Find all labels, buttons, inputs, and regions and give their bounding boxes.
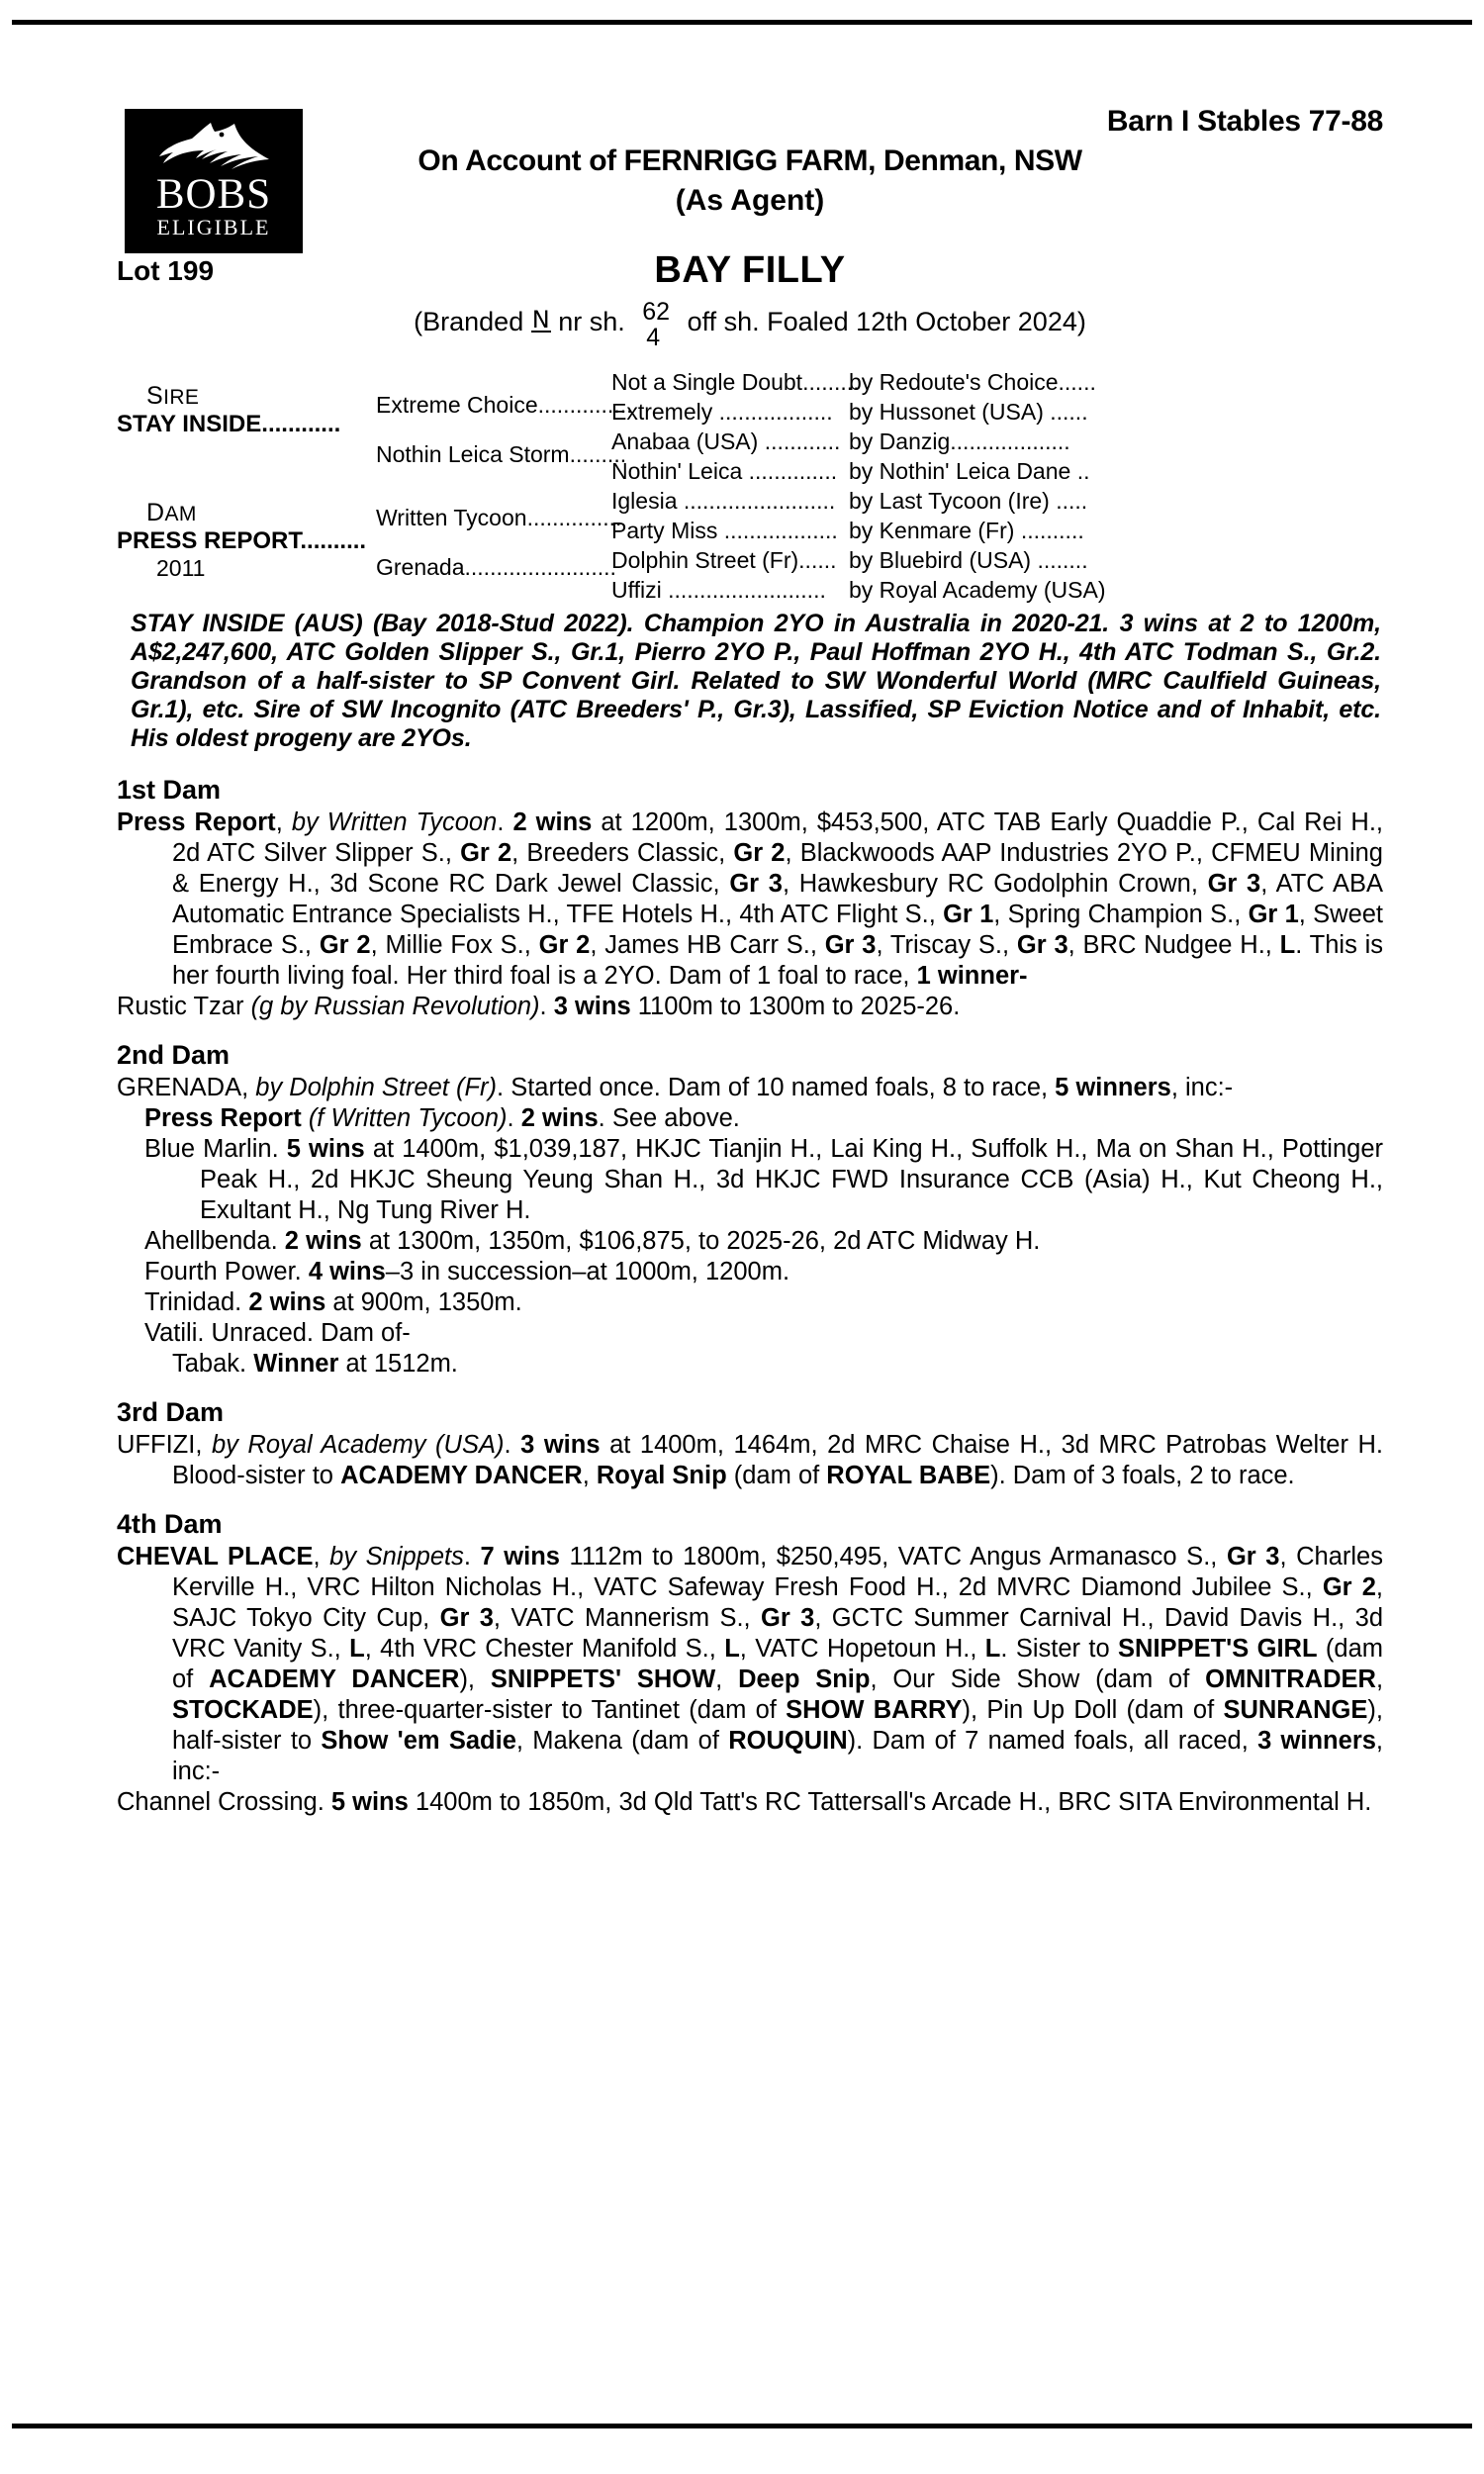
pedigree-entry: [117, 992, 1383, 1022]
pedigree-gen4-row: [849, 518, 1146, 544]
text-run: , Breeders Classic,: [511, 839, 734, 867]
pedigree-entry: [117, 1226, 1383, 1257]
pedigree-gen4-dots: .....: [1056, 488, 1088, 514]
emphasis-bold: 5 wins: [286, 1135, 365, 1163]
emphasis-bold: Gr 3: [1207, 870, 1261, 898]
emphasis-bold: ROUQUIN: [728, 1727, 848, 1755]
dam-name: [117, 527, 366, 555]
pedigree-gen3-row: [611, 428, 847, 455]
pedigree-gen2-dots: .........: [569, 441, 627, 467]
text-run: , BRC Nudgee H.,: [1067, 931, 1280, 959]
pedigree-gen3-name: Nothin' Leica: [611, 458, 743, 484]
branding-line: [117, 298, 1383, 349]
emphasis-bold: OMNITRADER: [1205, 1665, 1376, 1693]
page-content: [117, 95, 1383, 1818]
pedigree-gen3-name: Not a Single Doubt: [611, 369, 803, 395]
emphasis-bold: SHOW BARRY: [786, 1696, 963, 1724]
emphasis-bold: Gr 2: [538, 931, 591, 959]
emphasis-bold: Royal Snip: [596, 1462, 727, 1489]
emphasis-bold: 1 winner-: [916, 962, 1028, 990]
sire-label-cap: S: [146, 382, 164, 410]
pedigree-gen4-name: by Hussonet (USA): [849, 399, 1044, 425]
emphasis-italic: by Royal Academy (USA): [211, 1431, 505, 1459]
pedigree-gen4-row: [849, 458, 1146, 485]
pedigree-gen3-dots: ..................: [723, 518, 838, 543]
page-header: [117, 95, 1383, 243]
sire-summary-paragraph: STAY INSIDE (AUS) (Bay 2018-Stud 2022). Champion 2YO in Australia in 2020-21. 3 wins at 2 to 1200m, A$2,247,600, ATC Golden Slipper S., Gr.1, Pierro 2YO P., Paul Hoffman 2YO H., 4th ATC Todman S., Gr.2. Grandson of a half-sister to SP Convent Girl. Related to SW Wonderful World (MRC Caulfield Guineas, Gr.1), etc. Sire of SW Incognito (ATC Breeders' P., Gr.3), Lassified, SP Eviction Notice and of Inhabit, etc. His oldest progeny are 2YOs.: [131, 610, 1381, 752]
brand-number-stack: [642, 299, 670, 350]
text-run: 1112m to 1800m, $250,495, VATC Angus Armanasco S.,: [559, 1543, 1227, 1570]
text-run: ). Dam of 7 named foals, all raced,: [847, 1727, 1258, 1755]
text-run: , Spring Champion S.,: [993, 901, 1249, 928]
sire-name: [117, 411, 366, 438]
pedigree-gen3-row: [611, 399, 847, 426]
sire-label: [117, 382, 366, 411]
bobs-eligible-subtext: ELIGIBLE: [156, 215, 271, 239]
emphasis-bold: Gr 2: [733, 839, 786, 867]
text-run: Tabak.: [172, 1350, 254, 1378]
dam-name-text: PRESS REPORT: [117, 527, 301, 554]
text-run: Ahellbenda.: [144, 1227, 285, 1255]
dam-heading: 3rd Dam: [117, 1397, 225, 1427]
pedigree-gen2-name: Grenada: [376, 554, 465, 580]
pedigree-entry: [117, 1318, 1383, 1349]
pedigree-gen2-row: [376, 441, 627, 468]
text-run: Vatili. Unraced. Dam of-: [144, 1319, 411, 1347]
text-run: ,: [275, 809, 292, 836]
pedigree-gen3-row: [611, 369, 860, 396]
pedigree-gen3-dots: ..............: [748, 458, 838, 484]
dam-label: [117, 499, 366, 527]
pedigree-gen4-row: [849, 577, 1146, 604]
text-run: at 1300m, 1350m, $106,875, to 2025-26, 2d ATC Midway H.: [361, 1227, 1041, 1255]
pedigree-gen4-name: by Royal Academy (USA): [849, 577, 1106, 603]
emphasis-bold: 5 winners: [1055, 1074, 1171, 1101]
emphasis-bold: Gr 3: [824, 931, 877, 959]
pedigree-gen3-name: Party Miss: [611, 518, 718, 543]
text-run: , Millie Fox S.,: [370, 931, 539, 959]
emphasis-bold: Show 'em Sadie: [321, 1727, 516, 1755]
emphasis-bold: 3 winners: [1257, 1727, 1376, 1755]
dam-heading: 1st Dam: [117, 775, 222, 805]
dam-name-dots: ..........: [300, 527, 367, 554]
text-run: ,: [1375, 1665, 1384, 1693]
text-run: , James HB Carr S.,: [590, 931, 825, 959]
pedigree-gen4-name: by Bluebird (USA): [849, 547, 1032, 573]
emphasis-bold: Gr 2: [460, 839, 512, 867]
text-run: , inc:-: [1170, 1074, 1234, 1101]
text-run: ,: [715, 1665, 739, 1693]
emphasis-bold: 2 wins: [284, 1227, 362, 1255]
text-run: Rustic Tzar: [117, 993, 251, 1020]
text-run: , inc:-: [172, 1727, 1384, 1785]
text-run: Blue Marlin.: [144, 1135, 287, 1163]
text-run: ). Dam of 3 foals, 2 to race.: [990, 1462, 1295, 1489]
page-title: BAY FILLY: [654, 249, 846, 291]
pedigree-gen3-name: Anabaa (USA): [611, 428, 759, 454]
emphasis-bold: L: [984, 1635, 1001, 1663]
text-run: ), three-quarter-sister to Tantinet (dam of: [313, 1696, 787, 1724]
branding-suffix: off sh. Foaled 12th October 2024): [687, 307, 1086, 337]
pedigree-sire-group: [117, 382, 366, 438]
pedigree-dam-group: [117, 499, 366, 582]
pedigree-gen2-row: [376, 392, 633, 419]
pedigree-gen3-row: [611, 458, 847, 485]
pedigree-gen2-name: Extreme Choice: [376, 392, 538, 418]
pedigree-entry: [117, 1787, 1383, 1818]
lot-number: Lot 199: [117, 255, 215, 286]
pedigree-entry: [117, 1134, 1383, 1226]
text-run: Trinidad.: [144, 1288, 249, 1316]
emphasis-bold: Press Report: [117, 809, 276, 836]
text-run: , Hawkesbury RC Godolphin Crown,: [782, 870, 1208, 898]
emphasis-italic: by Snippets: [329, 1543, 464, 1570]
text-run: . This is her fourth living foal. Her third foal is a 2YO. Dam of 1 foal to race,: [172, 931, 1384, 990]
emphasis-bold: 3 wins: [553, 993, 631, 1020]
bobs-wordmark: BOBS: [155, 171, 272, 218]
emphasis-italic: (f Written Tycoon): [308, 1104, 508, 1132]
text-run: , Triscay S.,: [876, 931, 1017, 959]
pedigree-gen4-dots: ...................: [950, 428, 1070, 454]
text-run: , VATC Hopetoun H.,: [739, 1635, 985, 1663]
pedigree-gen4-name: by Kenmare (Fr): [849, 518, 1015, 543]
sire-name-dots: ............: [261, 411, 341, 437]
pedigree-gen4-row: [849, 399, 1146, 426]
text-run: , Makena (dam of: [515, 1727, 729, 1755]
pedigree-gen2-dots: ........................: [464, 554, 616, 580]
text-run: , Our Side Show (dam of: [870, 1665, 1206, 1693]
emphasis-bold: 2 wins: [512, 809, 593, 836]
pedigree-entry: [117, 1103, 1383, 1134]
pedigree-gen4-row: [849, 428, 1146, 455]
text-run: , Charles Kerville H., VRC Hilton Nicholas H., VATC Safeway Fresh Food H., 2d MVRC Diamond Jubilee S.,: [172, 1543, 1383, 1601]
pedigree-gen4-row: [849, 369, 1146, 396]
pedigree-gen4-name: by Redoute's Choice: [849, 369, 1059, 395]
text-run: ,: [582, 1462, 597, 1489]
text-run: , Blackwoods AAP Industries 2YO P., CFMEU Mining & Energy H., 3d Scone RC Dark Jewel Classic,: [172, 839, 1383, 898]
emphasis-bold: 4 wins: [308, 1258, 386, 1285]
pedigree-gen3-dots: ........................: [683, 488, 836, 514]
text-run: .: [504, 1431, 521, 1459]
text-run: (dam of: [172, 1635, 1384, 1693]
pedigree-entry: [117, 1287, 1383, 1318]
pedigree-gen3-dots: ............: [764, 428, 841, 454]
pedigree-gen4-name: by Nothin' Leica Dane: [849, 458, 1071, 484]
emphasis-bold: Gr 2: [319, 931, 371, 959]
text-run: ), half-sister to: [172, 1696, 1383, 1755]
text-run: UFFIZI,: [117, 1431, 212, 1459]
emphasis-bold: L: [1279, 931, 1296, 959]
sire-name-text: STAY INSIDE: [117, 411, 262, 437]
text-run: .: [497, 809, 513, 836]
emphasis-bold: CHEVAL PLACE: [117, 1543, 314, 1570]
pedigree-gen3-dots: .........: [802, 369, 860, 395]
bobs-eligible-logo: [125, 109, 303, 253]
pedigree-entry: [117, 1542, 1383, 1787]
emphasis-bold: ROYAL BABE: [826, 1462, 991, 1489]
pedigree-entry: [117, 1073, 1383, 1103]
text-run: at 1200m, 1300m, $453,500, ATC TAB Early Quaddie P., Cal Rei H., 2d ATC Silver Slipper S.,: [172, 809, 1384, 867]
lot-title-block: [117, 243, 1383, 352]
pedigree-gen2-dots: ...............: [537, 392, 633, 418]
emphasis-bold: Gr 2: [1322, 1573, 1376, 1601]
text-run: 1100m to 1300m to 2025-26.: [630, 993, 961, 1020]
branding-prefix: (Branded: [414, 307, 524, 337]
pedigree-gen4-name: by Danzig: [849, 428, 951, 454]
pedigree-gen2-row: [376, 505, 622, 531]
pedigree-entry: [117, 808, 1383, 992]
pedigree-gen4-dots: ......: [1058, 369, 1096, 395]
emphasis-bold: ACADEMY DANCER: [209, 1665, 460, 1693]
sire-label-rest: IRE: [163, 386, 200, 409]
dam-heading: 2nd Dam: [117, 1040, 231, 1070]
pedigree-gen2-row: [376, 554, 616, 581]
text-run: . Sister to: [1000, 1635, 1119, 1663]
pedigree-gen3-row: [611, 518, 847, 544]
text-run: . See above.: [598, 1104, 740, 1132]
text-run: . Started once. Dam of 10 named foals, 8 to race,: [497, 1074, 1056, 1101]
pedigree-gen3-dots: ..................: [718, 399, 833, 425]
dam-sections: [117, 775, 1383, 1818]
pedigree-gen3-dots: .........................: [668, 577, 826, 603]
pedigree-table: [117, 366, 1383, 602]
emphasis-bold: 2 wins: [248, 1288, 326, 1316]
barn-stables-text: Barn I Stables 77-88: [1106, 105, 1383, 138]
emphasis-bold: Gr 3: [729, 870, 783, 898]
emphasis-italic: by Written Tycoon: [291, 809, 498, 836]
dam-label-rest: AM: [164, 503, 197, 525]
brand-number-top: 62: [642, 298, 671, 326]
pedigree-gen3-name: Iglesia: [611, 488, 678, 514]
pedigree-gen3-row: [611, 577, 847, 604]
pedigree-gen4-dots: ........: [1037, 547, 1088, 573]
pedigree-gen4-dots: ..........: [1020, 518, 1084, 543]
text-run: , VATC Mannerism S.,: [493, 1604, 762, 1632]
text-run: , SAJC Tokyo City Cup,: [172, 1573, 1383, 1632]
brand-number-bottom: 4: [646, 324, 661, 351]
pedigree-gen4-row: [849, 547, 1146, 574]
text-run: ), Pin Up Doll (dam of: [962, 1696, 1224, 1724]
pedigree-gen3-row: [611, 547, 847, 574]
brand-glyph-icon: N: [531, 306, 550, 334]
pedigree-gen2-name: Written Tycoon: [376, 505, 527, 530]
emphasis-bold: Gr 1: [1248, 901, 1299, 928]
text-run: , ATC ABA Automatic Entrance Specialists H., TFE Hotels H., 4th ATC Flight S.,: [172, 870, 1383, 928]
emphasis-bold: Gr 3: [1226, 1543, 1280, 1570]
dam-year: 2011: [156, 555, 206, 581]
text-run: .: [463, 1543, 481, 1570]
pedigree-gen3-name: Dolphin Street (Fr): [611, 547, 799, 573]
page-top-rule: [12, 20, 1472, 25]
text-run: ),: [459, 1665, 491, 1693]
emphasis-bold: L: [349, 1635, 365, 1663]
emphasis-bold: SNIPPETS' SHOW: [490, 1665, 716, 1693]
account-of-text: On Account of FERNRIGG FARM, Denman, NSW: [417, 144, 1082, 177]
pedigree-gen2-dots: ...............: [526, 505, 622, 530]
pedigree-gen3-row: [611, 488, 847, 515]
text-run: , 4th VRC Chester Manifold S.,: [364, 1635, 725, 1663]
emphasis-bold: Gr 3: [1016, 931, 1068, 959]
pedigree-gen3-dots: ......: [798, 547, 837, 573]
branding-mid: nr sh.: [558, 307, 625, 337]
emphasis-bold: Gr 1: [943, 901, 994, 928]
pedigree-gen4-dots: ......: [1050, 399, 1088, 425]
text-run: , GCTC Summer Carnival H., David Davis H., 3d VRC Vanity S.,: [172, 1604, 1383, 1663]
emphasis-bold: STOCKADE: [172, 1696, 314, 1724]
emphasis-bold: Winner: [253, 1350, 339, 1378]
emphasis-bold: Gr 3: [439, 1604, 494, 1632]
page-bottom-rule: [12, 2424, 1472, 2428]
pedigree-entry: [117, 1257, 1383, 1287]
emphasis-bold: 2 wins: [520, 1104, 599, 1132]
emphasis-bold: 3 wins: [520, 1431, 601, 1459]
text-run: ,: [313, 1543, 330, 1570]
text-run: , Sweet Embrace S.,: [172, 901, 1384, 959]
emphasis-bold: SNIPPET'S GIRL: [1118, 1635, 1318, 1663]
pedigree-gen3-name: Uffizi: [611, 577, 662, 603]
emphasis-italic: (g by Russian Revolution): [250, 993, 540, 1020]
emphasis-bold: L: [724, 1635, 740, 1663]
emphasis-bold: 5 wins: [330, 1788, 409, 1816]
text-run: at 1400m, 1464m, 2d MRC Chaise H., 3d MRC Patrobas Welter H. Blood-sister to: [172, 1431, 1384, 1489]
dam-heading: 4th Dam: [117, 1509, 223, 1539]
emphasis-bold: SUNRANGE: [1223, 1696, 1368, 1724]
text-run: Channel Crossing.: [117, 1788, 331, 1816]
pedigree-entry: [117, 1430, 1383, 1491]
text-run: at 900m, 1350m.: [325, 1288, 522, 1316]
pedigree-gen4-name: by Last Tycoon (Ire): [849, 488, 1050, 514]
emphasis-bold: Gr 3: [761, 1604, 815, 1632]
as-agent-text: (As Agent): [675, 184, 825, 217]
text-run: –3 in succession–at 1000m, 1200m.: [385, 1258, 790, 1285]
pedigree-gen2-name: Nothin Leica Storm: [376, 441, 570, 467]
text-run: 1400m to 1850m, 3d Qld Tatt's RC Tattersall's Arcade H., BRC SITA Environmental H.: [408, 1788, 1372, 1816]
pedigree-gen4-row: [849, 488, 1146, 515]
pedigree-entry: [117, 1349, 1383, 1380]
emphasis-italic: by Dolphin Street (Fr): [255, 1074, 498, 1101]
pedigree-gen4-dots: ..: [1076, 458, 1090, 484]
emphasis-bold: Deep Snip: [738, 1665, 871, 1693]
text-run: at 1512m.: [338, 1350, 458, 1378]
emphasis-bold: 7 wins: [480, 1543, 560, 1570]
text-run: .: [539, 993, 554, 1020]
pedigree-gen3-name: Extremely: [611, 399, 713, 425]
emphasis-bold: ACADEMY DANCER: [340, 1462, 583, 1489]
dam-label-cap: D: [146, 499, 165, 526]
text-run: (dam of: [726, 1462, 827, 1489]
text-run: GRENADA,: [117, 1074, 256, 1101]
text-run: at 1400m, $1,039,187, HKJC Tianjin H., Lai King H., Suffolk H., Ma on Shan H., Pottinger Peak H., 2d HKJC Sheung Yeung Shan H., 3d HKJC FWD Insurance CCB (Asia) H., Kut Cheong H., Exultant H., Ng Tung River H.: [200, 1135, 1383, 1224]
text-run: Fourth Power.: [144, 1258, 309, 1285]
text-run: .: [507, 1104, 521, 1132]
emphasis-bold: Press Report: [144, 1104, 309, 1132]
